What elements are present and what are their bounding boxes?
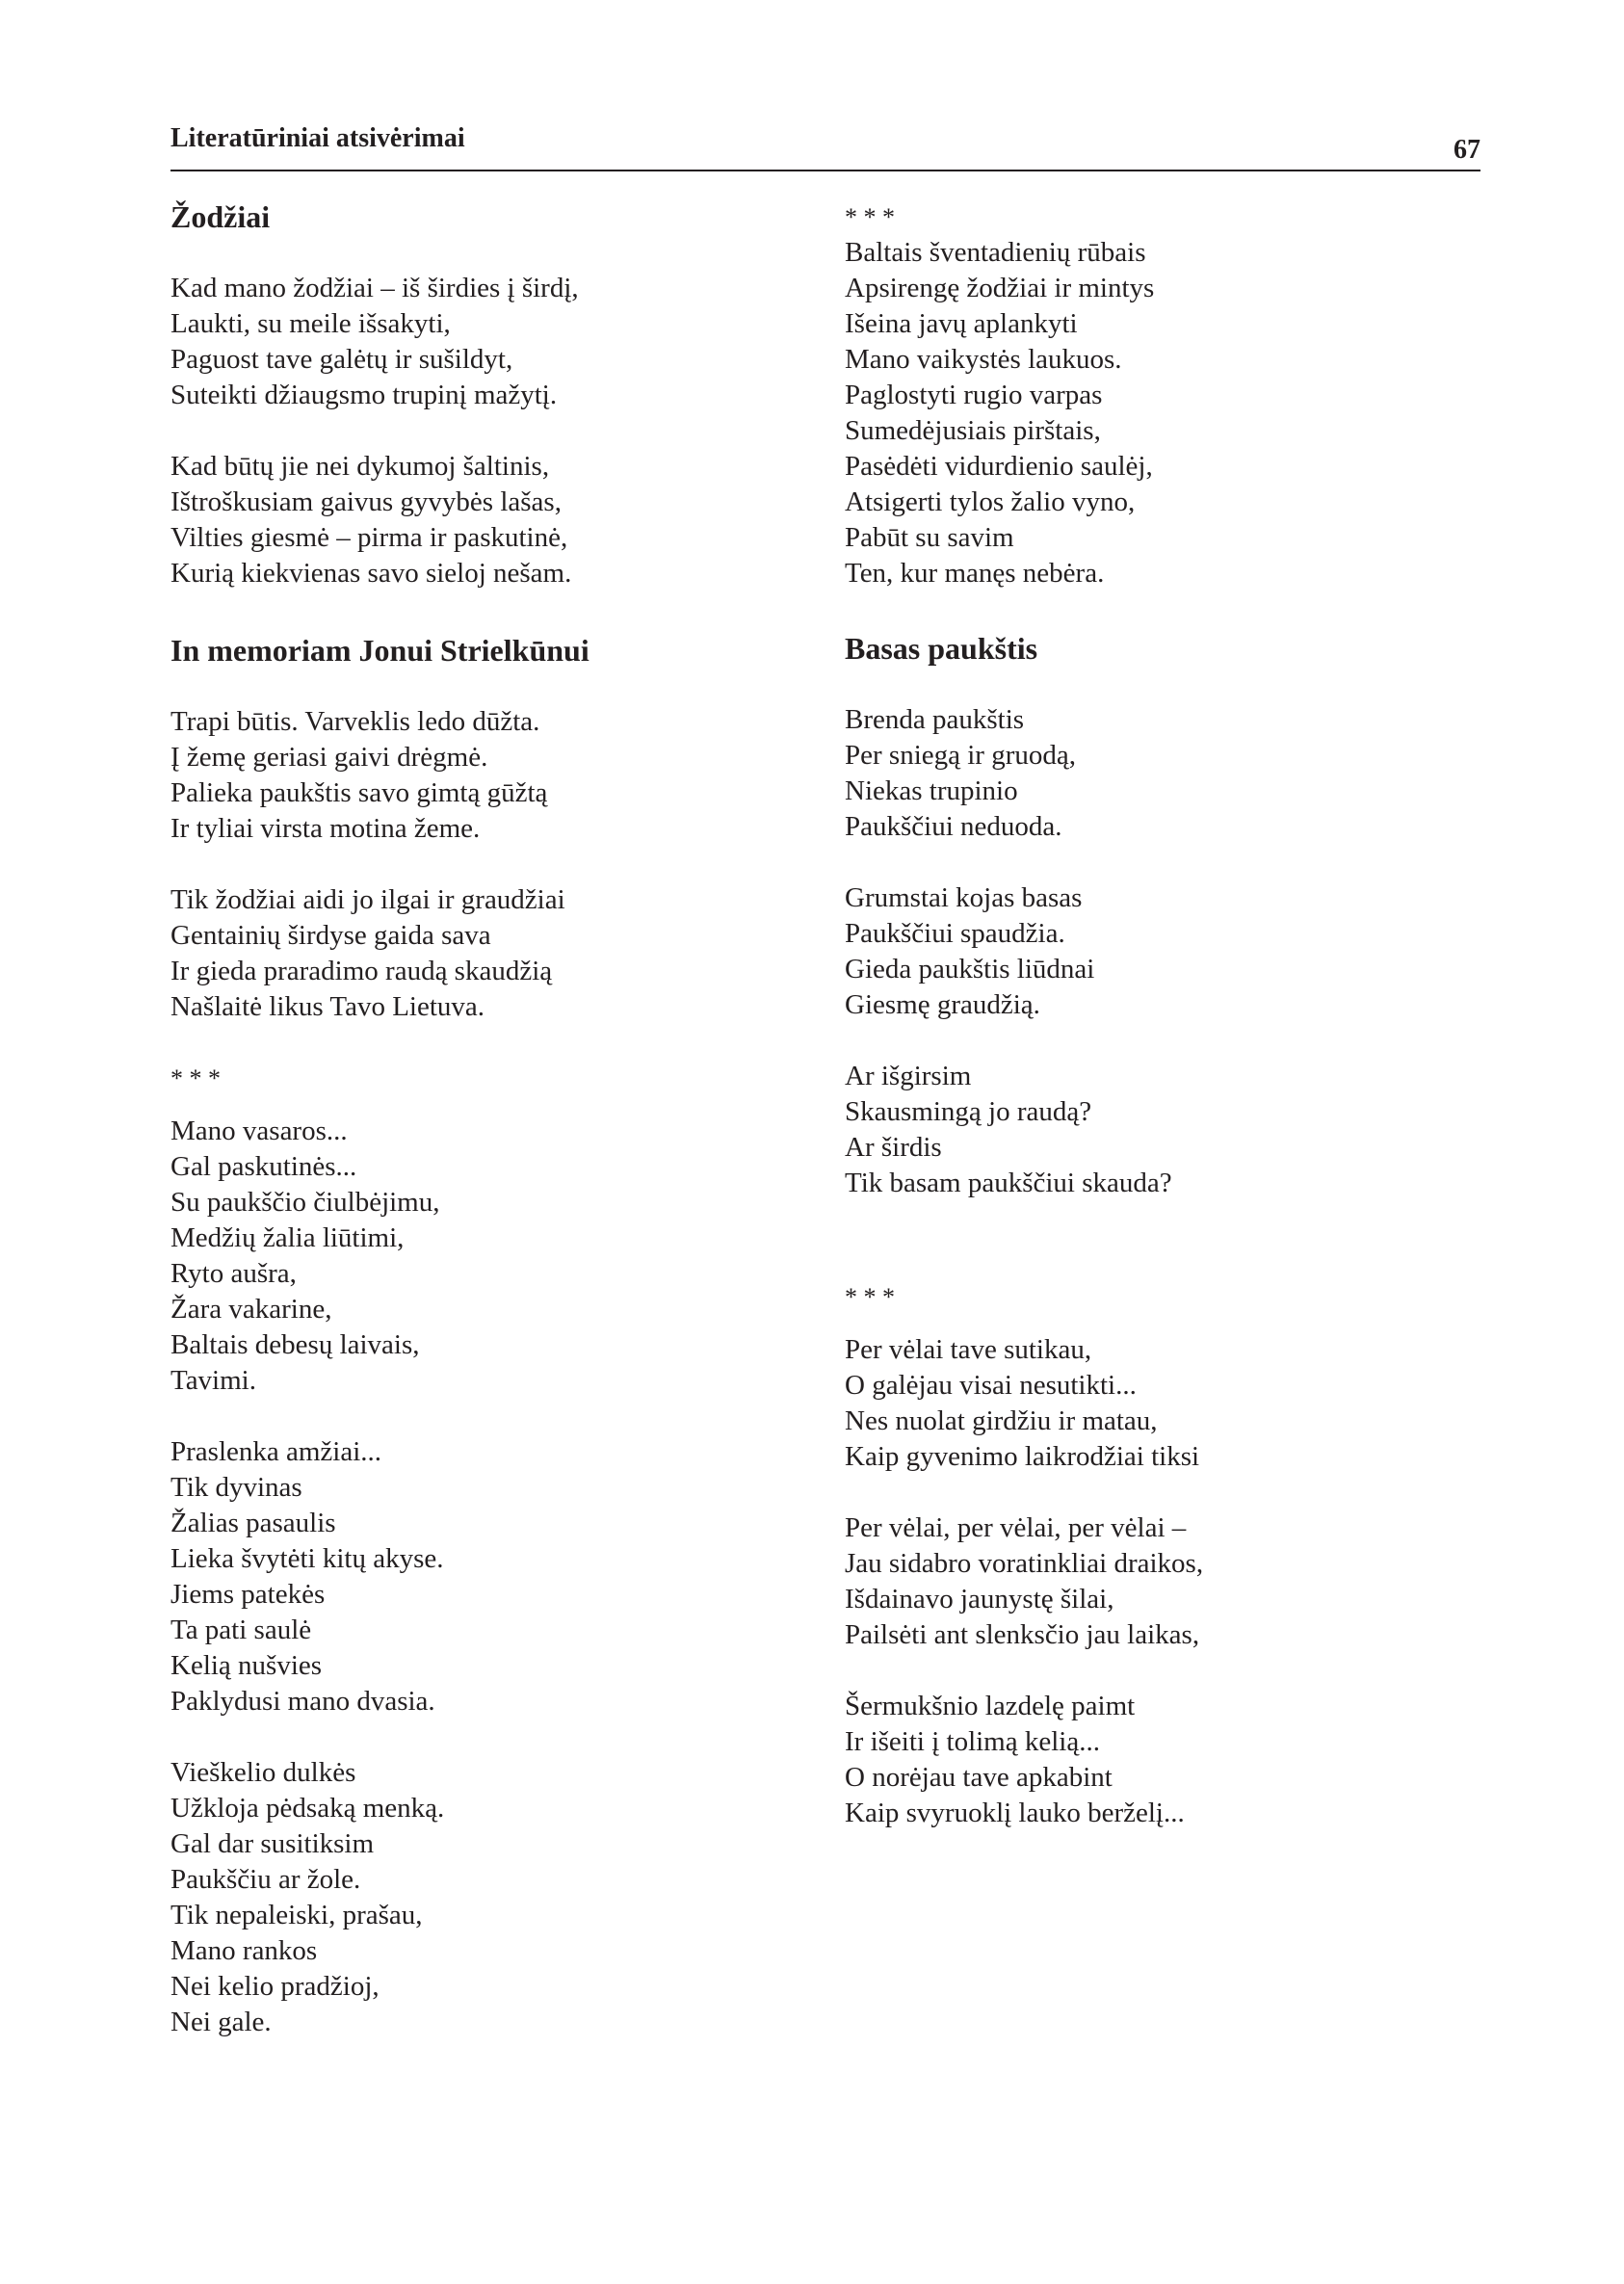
verse-line: Gieda paukštis liūdnai: [845, 954, 1095, 984]
verse-line: Paukščiui neduoda.: [845, 811, 1062, 842]
poem-title: In memoriam Jonui Strielkūnui: [170, 633, 589, 668]
verse-line: Tik nepaleiski, prašau,: [170, 1900, 423, 1930]
verse-line: Skausmingą jo raudą?: [845, 1096, 1092, 1127]
running-header: [170, 121, 1480, 171]
verse-line: Baltais debesų laivais,: [170, 1329, 420, 1360]
verse-line: Grumstai kojas basas: [845, 882, 1083, 913]
poem-title: Žodžiai: [170, 199, 271, 234]
verse-line: Apsirengę žodžiai ir mintys: [845, 273, 1155, 303]
verse-line: Užkloja pėdsaką menką.: [170, 1793, 445, 1824]
stanza: [170, 882, 787, 1025]
verse-line: Kad būtų jie nei dykumoj šaltinis,: [170, 451, 550, 482]
section-stars: * * *: [845, 1283, 895, 1311]
right-column: [845, 199, 1461, 1831]
verse-line: Vieškelio dulkės: [170, 1757, 356, 1788]
verse-line: Pasėdėti vidurdienio saulėj,: [845, 451, 1153, 482]
verse-line: Per sniegą ir gruodą,: [845, 740, 1076, 771]
verse-line: Su paukščio čiulbėjimu,: [170, 1187, 440, 1218]
verse-line: Ten, kur manęs nebėra.: [845, 558, 1105, 589]
page-number: 67: [1454, 135, 1480, 165]
verse-line: Pailsėti ant slenksčio jau laikas,: [845, 1619, 1200, 1650]
verse-line: Ar išgirsim: [845, 1061, 972, 1091]
verse-line: Laukti, su meile išsakyti,: [170, 308, 451, 339]
verse-line: Į žemę geriasi gaivi drėgmė.: [170, 742, 488, 773]
stanza: [170, 1114, 787, 1399]
verse-line: Kelią nušvies: [170, 1650, 323, 1681]
verse-line: Žalias pasaulis: [170, 1508, 336, 1538]
verse-line: Nes nuolat girdžiu ir matau,: [845, 1405, 1158, 1436]
verse-line: Medžių žalia liūtimi,: [170, 1222, 405, 1253]
verse-line: Žara vakarine,: [170, 1294, 332, 1325]
section-stars: * * *: [845, 203, 895, 231]
verse-line: O galėjau visai nesutikti...: [845, 1370, 1137, 1401]
verse-line: Ir gieda praradimo raudą skaudžią: [170, 956, 553, 986]
verse-line: Jiems patekės: [170, 1579, 326, 1610]
verse-line: Paguost tave galėtų ir sušildyt,: [170, 344, 513, 375]
verse-line: Baltais šventadienių rūbais: [845, 237, 1146, 268]
verse-line: Ir išeiti į tolimą kelią...: [845, 1726, 1100, 1757]
verse-line: Giesmę graudžią.: [845, 989, 1040, 1020]
verse-line: Paukščiu ar žole.: [170, 1864, 361, 1895]
verse-line: Išdainavo jaunystę šilai,: [845, 1584, 1114, 1615]
verse-line: Nei kelio pradžioj,: [170, 1971, 380, 2002]
verse-line: Lieka švytėti kitų akyse.: [170, 1543, 444, 1574]
verse-line: Atsigerti tylos žalio vyno,: [845, 486, 1136, 517]
verse-line: Mano rankos: [170, 1935, 318, 1966]
verse-line: Šermukšnio lazdelę paimt: [845, 1691, 1136, 1721]
verse-line: Palieka paukštis savo gimtą gūžtą: [170, 777, 548, 808]
verse-line: Tik basam paukščiui skauda?: [845, 1168, 1172, 1198]
verse-line: Paklydusi mano dvasia.: [170, 1686, 435, 1717]
verse-line: Ir tyliai virsta motina žeme.: [170, 813, 481, 844]
verse-line: O norėjau tave apkabint: [845, 1762, 1113, 1793]
stanza: [845, 880, 1461, 1023]
verse-line: Per vėlai tave sutikau,: [845, 1334, 1092, 1365]
stanza: [845, 1059, 1461, 1201]
verse-line: Pabūt su savim: [845, 522, 1014, 553]
stanza: [170, 271, 787, 413]
verse-line: Sumedėjusiais pirštais,: [845, 415, 1101, 446]
stanza: [845, 1689, 1461, 1831]
verse-line: Niekas trupinio: [845, 775, 1018, 806]
verse-line: Tavimi.: [170, 1365, 256, 1396]
section-stars: * * *: [170, 1064, 221, 1092]
stanza: [845, 235, 1461, 591]
verse-line: Paukščiui spaudžia.: [845, 918, 1065, 949]
poem-title: Basas paukštis: [845, 631, 1038, 666]
verse-line: Gentainių širdyse gaida sava: [170, 920, 491, 951]
verse-line: Jau sidabro voratinkliai draikos,: [845, 1548, 1204, 1579]
verse-line: Nei gale.: [170, 2007, 272, 2037]
verse-line: Našlaitė likus Tavo Lietuva.: [170, 991, 485, 1022]
verse-line: Trapi būtis. Varveklis ledo dūžta.: [170, 706, 540, 737]
verse-line: Per vėlai, per vėlai, per vėlai –: [845, 1512, 1187, 1543]
verse-line: Kad mano žodžiai – iš širdies į širdį,: [170, 273, 579, 303]
verse-line: Kaip svyruoklį lauko berželį...: [845, 1798, 1185, 1828]
verse-line: Mano vasaros...: [170, 1116, 348, 1146]
verse-line: Suteikti džiaugsmo trupinį mažytį.: [170, 380, 558, 410]
verse-line: Mano vaikystės laukuos.: [845, 344, 1122, 375]
verse-line: Tik dyvinas: [170, 1472, 302, 1503]
verse-line: Paglostyti rugio varpas: [845, 380, 1103, 410]
running-title: Literatūriniai atsivėrimai: [170, 123, 465, 153]
stanza: [170, 449, 787, 591]
verse-line: Praslenka amžiai...: [170, 1436, 382, 1467]
stanza: [170, 1755, 787, 2040]
stanza: [170, 1434, 787, 1720]
stanza: [845, 702, 1461, 845]
verse-line: Vilties giesmė – pirma ir paskutinė,: [170, 522, 568, 553]
verse-line: Tik žodžiai aidi jo ilgai ir graudžiai: [170, 884, 565, 915]
verse-line: Ar širdis: [845, 1132, 942, 1163]
verse-line: Brenda paukštis: [845, 704, 1025, 735]
verse-line: Kurią kiekvienas savo sieloj nešam.: [170, 558, 572, 589]
stanza: [845, 1332, 1461, 1475]
left-column: [170, 199, 787, 2040]
stanza: [845, 1510, 1461, 1653]
verse-line: Gal dar susitiksim: [170, 1828, 375, 1859]
verse-line: Išeina javų aplankyti: [845, 308, 1078, 339]
verse-line: Gal paskutinės...: [170, 1151, 357, 1182]
verse-line: Kaip gyvenimo laikrodžiai tiksi: [845, 1441, 1200, 1472]
verse-line: Ta pati saulė: [170, 1615, 312, 1645]
stanza: [170, 704, 787, 847]
verse-line: Ištroškusiam gaivus gyvybės lašas,: [170, 486, 562, 517]
verse-line: Ryto aušra,: [170, 1258, 297, 1289]
